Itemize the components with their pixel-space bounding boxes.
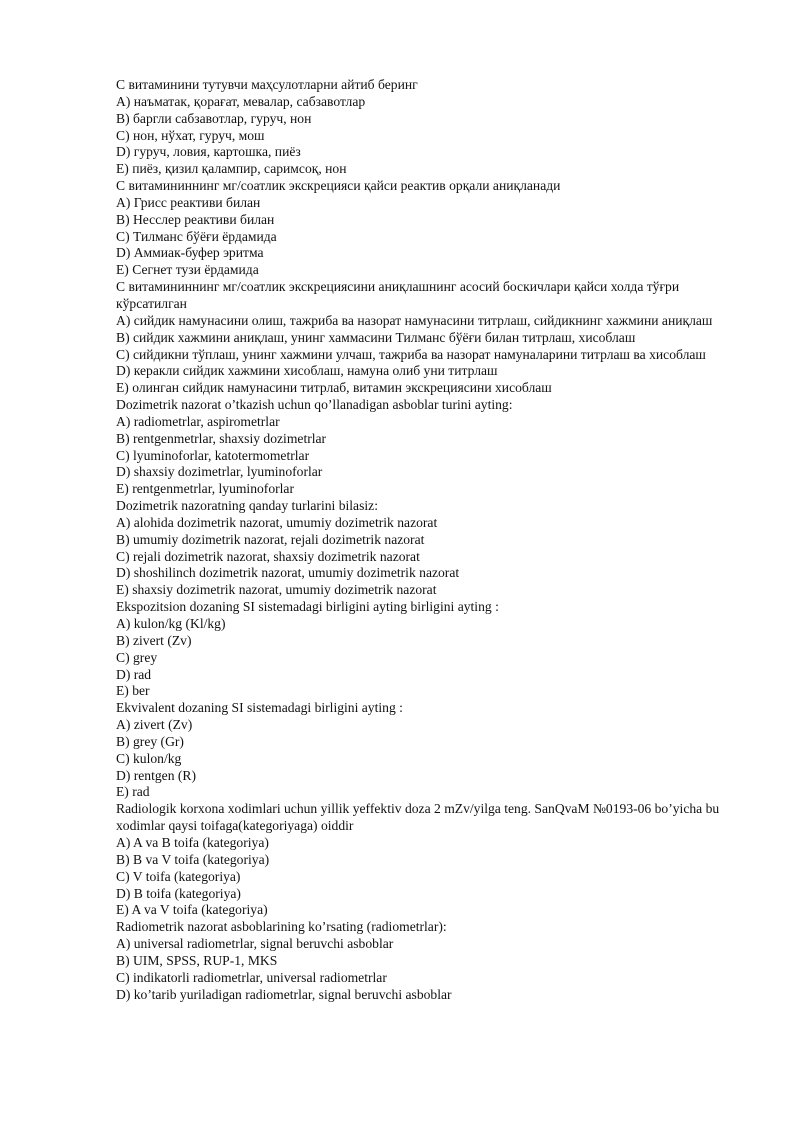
answer-option-b: B) grey (Gr) bbox=[116, 733, 184, 749]
question-block bbox=[116, 919, 726, 1003]
answer-option-c: C) kulon/kg bbox=[116, 750, 182, 766]
answer-option-b: B) umumiy dozimetrik nazorat, rejali dozimetrik nazorat bbox=[116, 531, 425, 547]
answer-option-a: А) наъматак, қорағат, мевалар, сабзавотлар bbox=[116, 93, 366, 109]
answer-option-a: A) zivert (Zv) bbox=[116, 717, 193, 733]
question-block bbox=[116, 279, 726, 397]
answer-option-e: E) A va V toifa (kategoriya) bbox=[116, 902, 268, 918]
answer-option-e: E) rad bbox=[116, 784, 150, 800]
answer-option-c: С) сийдикни тўплаш, унинг хажмини улчаш, тажриба ва назорат намуналарини титрлаш ва хисоблаш bbox=[116, 346, 706, 362]
answer-option-a: A) alohida dozimetrik nazorat, umumiy dozimetrik nazorat bbox=[116, 514, 438, 530]
answer-option-a: A) A va B toifa (kategoriya) bbox=[116, 834, 269, 850]
answer-option-a: A) universal radiometrlar, signal beruvchi asboblar bbox=[116, 936, 394, 952]
question-block bbox=[116, 397, 726, 498]
answer-option-e: Е) олинган сийдик намунасини титрлаб, витамин экскрециясини хисоблаш bbox=[116, 380, 552, 396]
answer-option-c: C) rejali dozimetrik nazorat, shaxsiy dozimetrik nazorat bbox=[116, 548, 420, 564]
question-block bbox=[116, 700, 726, 801]
answer-option-d: D) rentgen (R) bbox=[116, 767, 197, 783]
question-text: Ekvivalent dozaning SI sistemadagi birligini ayting : bbox=[116, 700, 403, 716]
answer-option-b: В) Несслер реактиви билан bbox=[116, 211, 275, 227]
answer-option-a: A) radiometrlar, aspirometrlar bbox=[116, 413, 280, 429]
question-block bbox=[116, 599, 726, 700]
question-block bbox=[116, 178, 726, 279]
answer-option-e: Е) Сегнет тузи ёрдамида bbox=[116, 262, 259, 278]
question-block bbox=[116, 77, 726, 178]
answer-option-b: В) баргли сабзавотлар, гуруч, нон bbox=[116, 110, 312, 126]
answer-option-c: С) Тилманс бўёғи ёрдамида bbox=[116, 228, 277, 244]
question-block bbox=[116, 498, 726, 599]
answer-option-b: B) UIM, SPSS, RUP-1, MKS bbox=[116, 952, 278, 968]
question-block bbox=[116, 801, 726, 919]
question-text: Radiologik korxona xodimlari uchun yillik yeffektiv doza 2 mZv/yilga teng. SanQvaM №0193-06 bo’yicha bu xodimlar qaysi toifaga(kategoriyaga) oiddir bbox=[116, 801, 720, 834]
question-text: Dozimetrik nazoratning qanday turlarini bilasiz: bbox=[116, 498, 378, 514]
answer-option-e: Е) пиёз, қизил қалампир, саримсоқ, нон bbox=[116, 161, 347, 177]
answer-option-c: C) V toifa (kategoriya) bbox=[116, 868, 241, 884]
answer-option-e: E) rentgenmetrlar, lyuminoforlar bbox=[116, 481, 294, 497]
answer-option-c: C) grey bbox=[116, 649, 158, 665]
answer-option-d: D) shaxsiy dozimetrlar, lyuminoforlar bbox=[116, 464, 323, 480]
answer-option-d: D) гуруч, ловия, картошка, пиёз bbox=[116, 144, 301, 160]
answer-option-d: D) ko’tarib yuriladigan radiometrlar, signal beruvchi asboblar bbox=[116, 986, 452, 1002]
answer-option-a: А) Грисс реактиви билан bbox=[116, 194, 261, 210]
question-text: Ekspozitsion dozaning SI sistemadagi birligini ayting birligini ayting : bbox=[116, 599, 499, 615]
answer-option-a: A) kulon/kg (Kl/kg) bbox=[116, 616, 226, 631]
answer-option-b: В) сийдик хажмини аниқлаш, унинг хаммасини Тилманс бўёғи билан титрлаш, хисоблаш bbox=[116, 329, 636, 345]
answer-option-e: E) shaxsiy dozimetrik nazorat, umumiy dozimetrik nazorat bbox=[116, 582, 437, 598]
answer-option-b: B) zivert (Zv) bbox=[116, 632, 192, 648]
question-text: С витаминини тутувчи маҳсулотларни айтиб беринг bbox=[116, 77, 418, 92]
answer-option-e: E) ber bbox=[116, 683, 150, 699]
answer-option-b: B) rentgenmetrlar, shaxsiy dozimetrlar bbox=[116, 430, 327, 446]
answer-option-c: С) нон, нўхат, гуруч, мош bbox=[116, 127, 265, 143]
question-text: С витамининнинг мг/соатлик экскрецияси қайси реактив орқали аниқланади bbox=[116, 178, 561, 194]
answer-option-d: D) керакли сийдик хажмини хисоблаш, намуна олиб уни титрлаш bbox=[116, 363, 498, 379]
answer-option-c: C) indikatorli radiometrlar, universal radiometrlar bbox=[116, 969, 387, 985]
answer-option-d: D) rad bbox=[116, 666, 152, 682]
question-text: С витамининнинг мг/соатлик экскрециясини аниқлашнинг асосий боскичлари қайси холда тўғри кўрсатилган bbox=[116, 279, 680, 311]
answer-option-a: А) сийдик намунасини олиш, тажриба ва назорат намунасини титрлаш, сийдикнинг хажмини аниқлаш bbox=[116, 312, 713, 328]
answer-option-d: D) B toifa (kategoriya) bbox=[116, 885, 241, 901]
answer-option-d: D) Аммиак-буфер эритма bbox=[116, 245, 264, 261]
answer-option-d: D) shoshilinch dozimetrik nazorat, umumiy dozimetrik nazorat bbox=[116, 565, 460, 581]
document-page bbox=[116, 77, 726, 1003]
answer-option-c: C) lyuminoforlar, katotermometrlar bbox=[116, 447, 310, 463]
question-text: Radiometrik nazorat asboblarining ko’rsating (radiometrlar): bbox=[116, 919, 447, 935]
question-text: Dozimetrik nazorat o’tkazish uchun qo’llanadigan asboblar turini ayting: bbox=[116, 397, 513, 413]
answer-option-b: B) B va V toifa (kategoriya) bbox=[116, 851, 270, 867]
